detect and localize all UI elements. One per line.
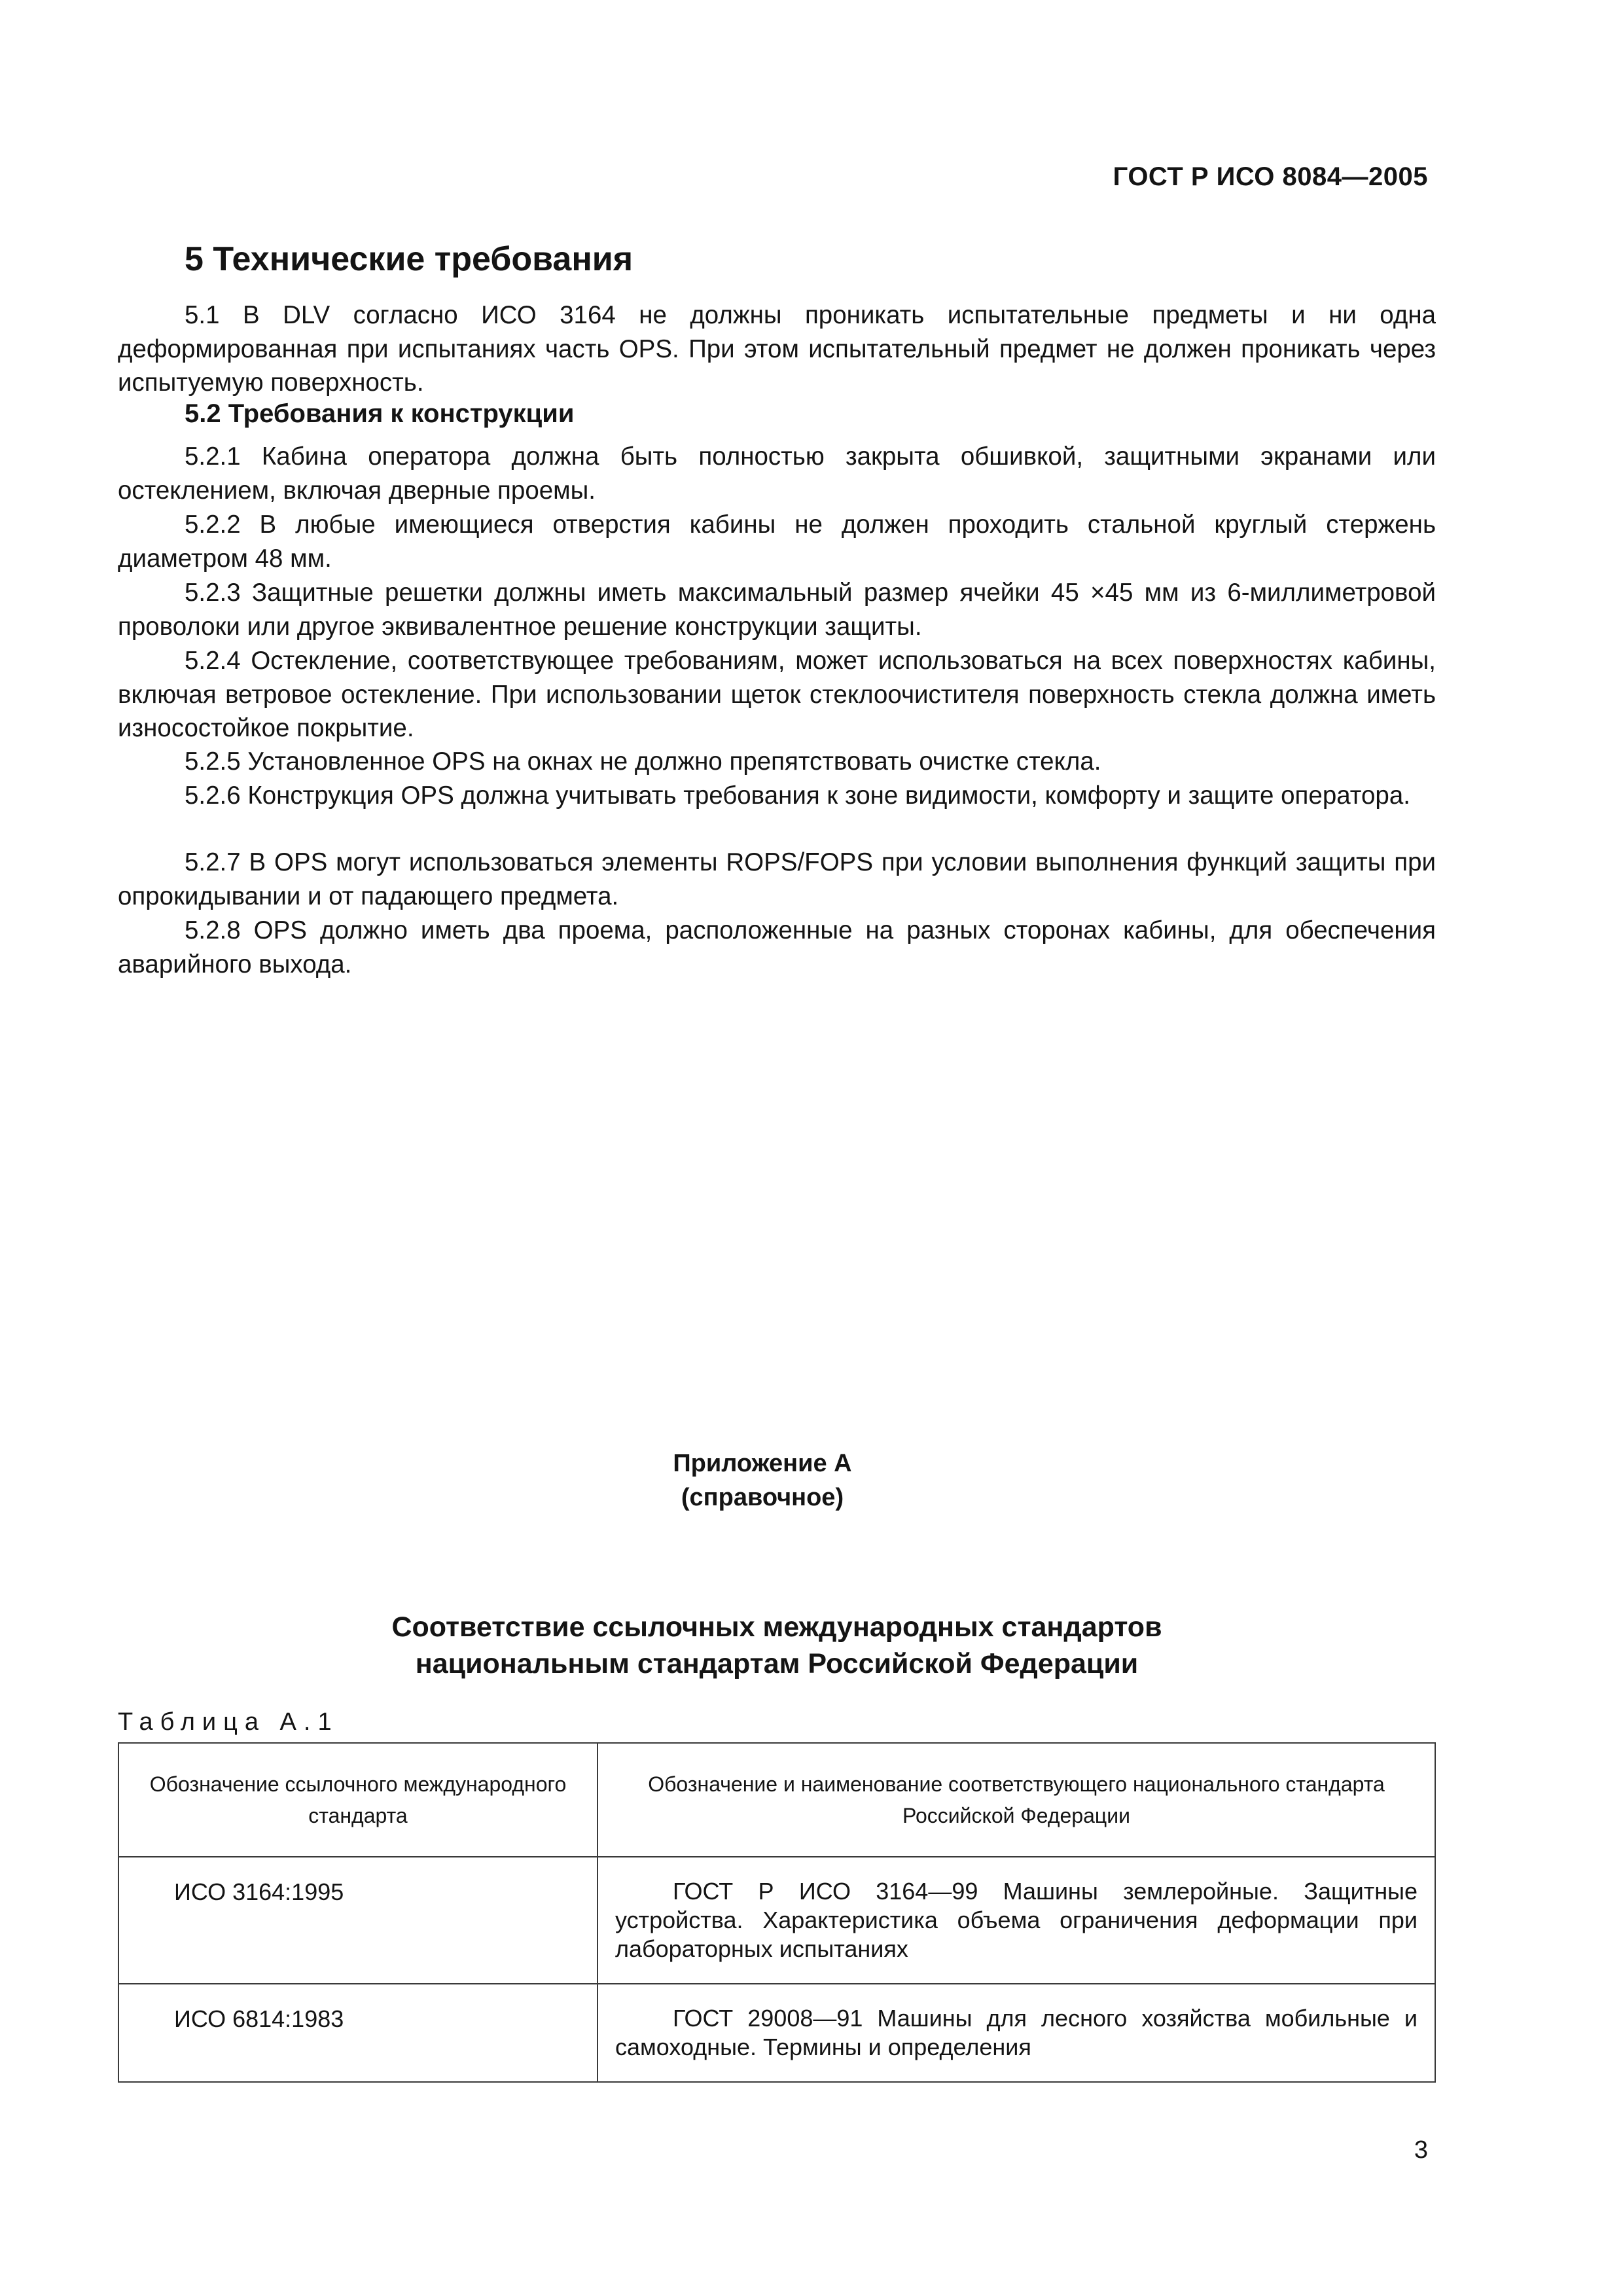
paragraph-5-2-5: 5.2.5 Установленное OPS на окнах не должно препятствовать очистке стекла. [185, 747, 1101, 776]
subsection-title: 5.2 Требования к конструкции [185, 399, 575, 428]
table-header-cell: Обозначение и наименование соответствующего национального стандарта Российской Федерации [597, 1743, 1435, 1857]
appendix-subtitle: (справочное) [681, 1484, 844, 1511]
table-title-line-2: национальным стандартам Российской Федерации [415, 1648, 1139, 1679]
section-title: 5 Технические требования [185, 240, 633, 278]
table-row [118, 1857, 1435, 1984]
page-number: 3 [1414, 2136, 1428, 2164]
document-code-header: ГОСТ Р ИСО 8084—2005 [1113, 162, 1428, 191]
table-title [118, 1609, 1436, 1682]
paragraph-5-2-6: 5.2.6 Конструкция OPS должна учитывать требования к зоне видимости, комфорту и защите оператора. [185, 781, 1410, 810]
table-caption: Таблица А.1 [118, 1708, 339, 1736]
table-title-line-1: Соответствие ссылочных международных стандартов [391, 1611, 1162, 1643]
appendix-title: Приложение А [673, 1450, 852, 1477]
table-header-row [118, 1743, 1435, 1857]
paragraph-5-2-3: 5.2.3 Защитные решетки должны иметь максимальный размер ячейки 45 ×45 мм из 6-миллиметровой проволоки или другое эквивалентное решение конструкции защиты. [118, 579, 1436, 641]
paragraph-5-2-4: 5.2.4 Остекление, соответствующее требованиям, может использоваться на всех поверхностях кабины, включая ветровое остекление. При использовании щеток стеклоочистителя поверхность стекла должна иметь износостойкое покрытие. [118, 647, 1436, 742]
paragraph-5-2-7: 5.2.7 В OPS могут использоваться элементы ROPS/FOPS при условии выполнения функций защиты при опрокидывании и от падающего предмета. [118, 848, 1436, 910]
international-standard-cell: ИСО 3164:1995 [118, 1857, 597, 1984]
national-standard-cell: ГОСТ Р ИСО 3164—99 Машины землеройные. Защитные устройства. Характеристика объема ограничения деформации при лабораторных испытаниях [597, 1857, 1435, 1984]
paragraph-5-2-2: 5.2.2 В любые имеющиеся отверстия кабины не должен проходить стальной круглый стержень диаметром 48 мм. [118, 511, 1436, 573]
standards-correspondence-table [118, 1742, 1436, 2083]
table-header-cell: Обозначение ссылочного международного стандарта [118, 1743, 597, 1857]
national-standard-cell: ГОСТ 29008—91 Машины для лесного хозяйства мобильные и самоходные. Термины и определения [597, 1984, 1435, 2082]
table-row [118, 1984, 1435, 2082]
international-standard-cell: ИСО 6814:1983 [118, 1984, 597, 2082]
paragraph-5-1: 5.1 В DLV согласно ИСО 3164 не должны проникать испытательные предметы и ни одна деформированная при испытаниях часть OPS. При этом испытательный предмет не должен проникать через испытуемую поверхность. [118, 301, 1436, 397]
paragraph-5-2-8: 5.2.8 OPS должно иметь два проема, расположенные на разных сторонах кабины, для обеспечения аварийного выхода. [118, 916, 1436, 978]
paragraph-5-2-1: 5.2.1 Кабина оператора должна быть полностью закрыта обшивкой, защитными экранами или остеклением, включая дверные проемы. [118, 442, 1436, 505]
appendix-heading [0, 1446, 1525, 1515]
